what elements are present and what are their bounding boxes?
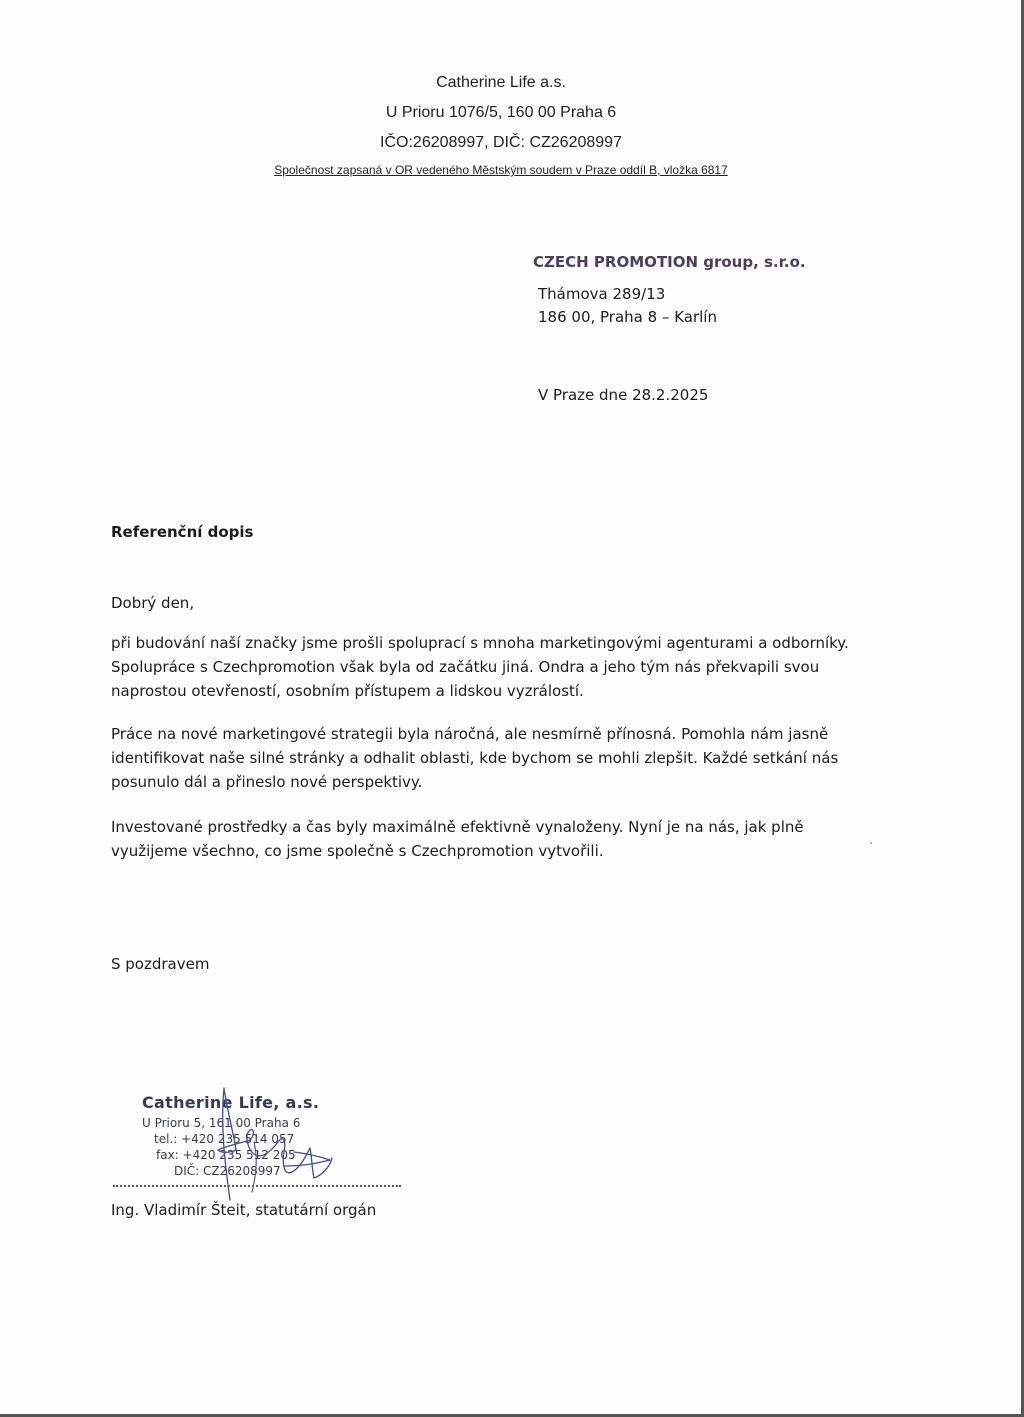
letterhead-ids: IČO:26208997, DIČ: CZ26208997 [380, 134, 622, 151]
letter-date: V Praze dne 28.2.2025 [538, 386, 709, 404]
handwritten-signature [134, 1080, 364, 1200]
stamp-dic: DIČ: CZ26208997 [174, 1164, 281, 1178]
recipient-street: Thámova 289/13 [538, 285, 666, 303]
paragraph-1-line-1: při budování naší značky jsme prošli spoluprací s mnoha marketingovými agenturami a odborníky. [111, 634, 849, 652]
paragraph-1-line-2: Spolupráce s Czechpromotion však byla od začátku jiná. Ondra a jeho tým nás překvapili svou [111, 658, 820, 676]
letterhead-address: U Prioru 1076/5, 160 00 Praha 6 [385, 104, 617, 121]
paragraph-3-line-2: využijeme všechno, co jsme společně s Czechpromotion vytvořili. [111, 842, 604, 860]
company-stamp [134, 1080, 364, 1185]
stamp-tel: tel.: +420 235 514 057 [154, 1132, 295, 1146]
recipient-name: CZECH PROMOTION group, s.r.o. [533, 253, 806, 271]
paragraph-1-line-3: naprostou otevřeností, osobním přístupem a lidskou vyzrálostí. [111, 682, 584, 700]
letterhead-company: Catherine Life a.s. [436, 74, 566, 91]
signatory-name: Ing. Vladimír Šteit, statutární orgán [111, 1201, 377, 1219]
paragraph-3-line-1: Investované prostředky a čas byly maximálně efektivně vynaloženy. Nyní je na nás, jak plně [111, 818, 804, 836]
paragraph-2-line-3: posunulo dál a přineslo nové perspektivy. [111, 773, 423, 791]
signature-line [113, 1185, 401, 1187]
paragraph-2-line-2: identifikovat naše silné stránky a odhalit oblasti, kde bychom se mohli zlepšit. Každé setkání nás [111, 749, 839, 767]
stamp-fax: fax: +420 235 512 205 [156, 1148, 296, 1162]
stamp-address: U Prioru 5, 161 00 Praha 6 [142, 1116, 301, 1130]
letter-greeting: Dobrý den, [111, 594, 195, 612]
stamp-company-name: Catherine Life, a.s. [142, 1093, 320, 1112]
letterhead-registration: Společnost zapsaná v OR vedeného Městským soudem v Praze oddíl B, vložka 6817 [274, 163, 728, 177]
letter-subject: Referenční dopis [111, 523, 254, 541]
letter-closing: S pozdravem [111, 955, 210, 973]
paragraph-2-line-1: Práce na nové marketingové strategii byla náročná, ale nesmírně přínosná. Pomohla nám jasně [111, 725, 829, 743]
scan-speck [870, 842, 872, 844]
recipient-city: 186 00, Praha 8 – Karlín [538, 308, 717, 326]
